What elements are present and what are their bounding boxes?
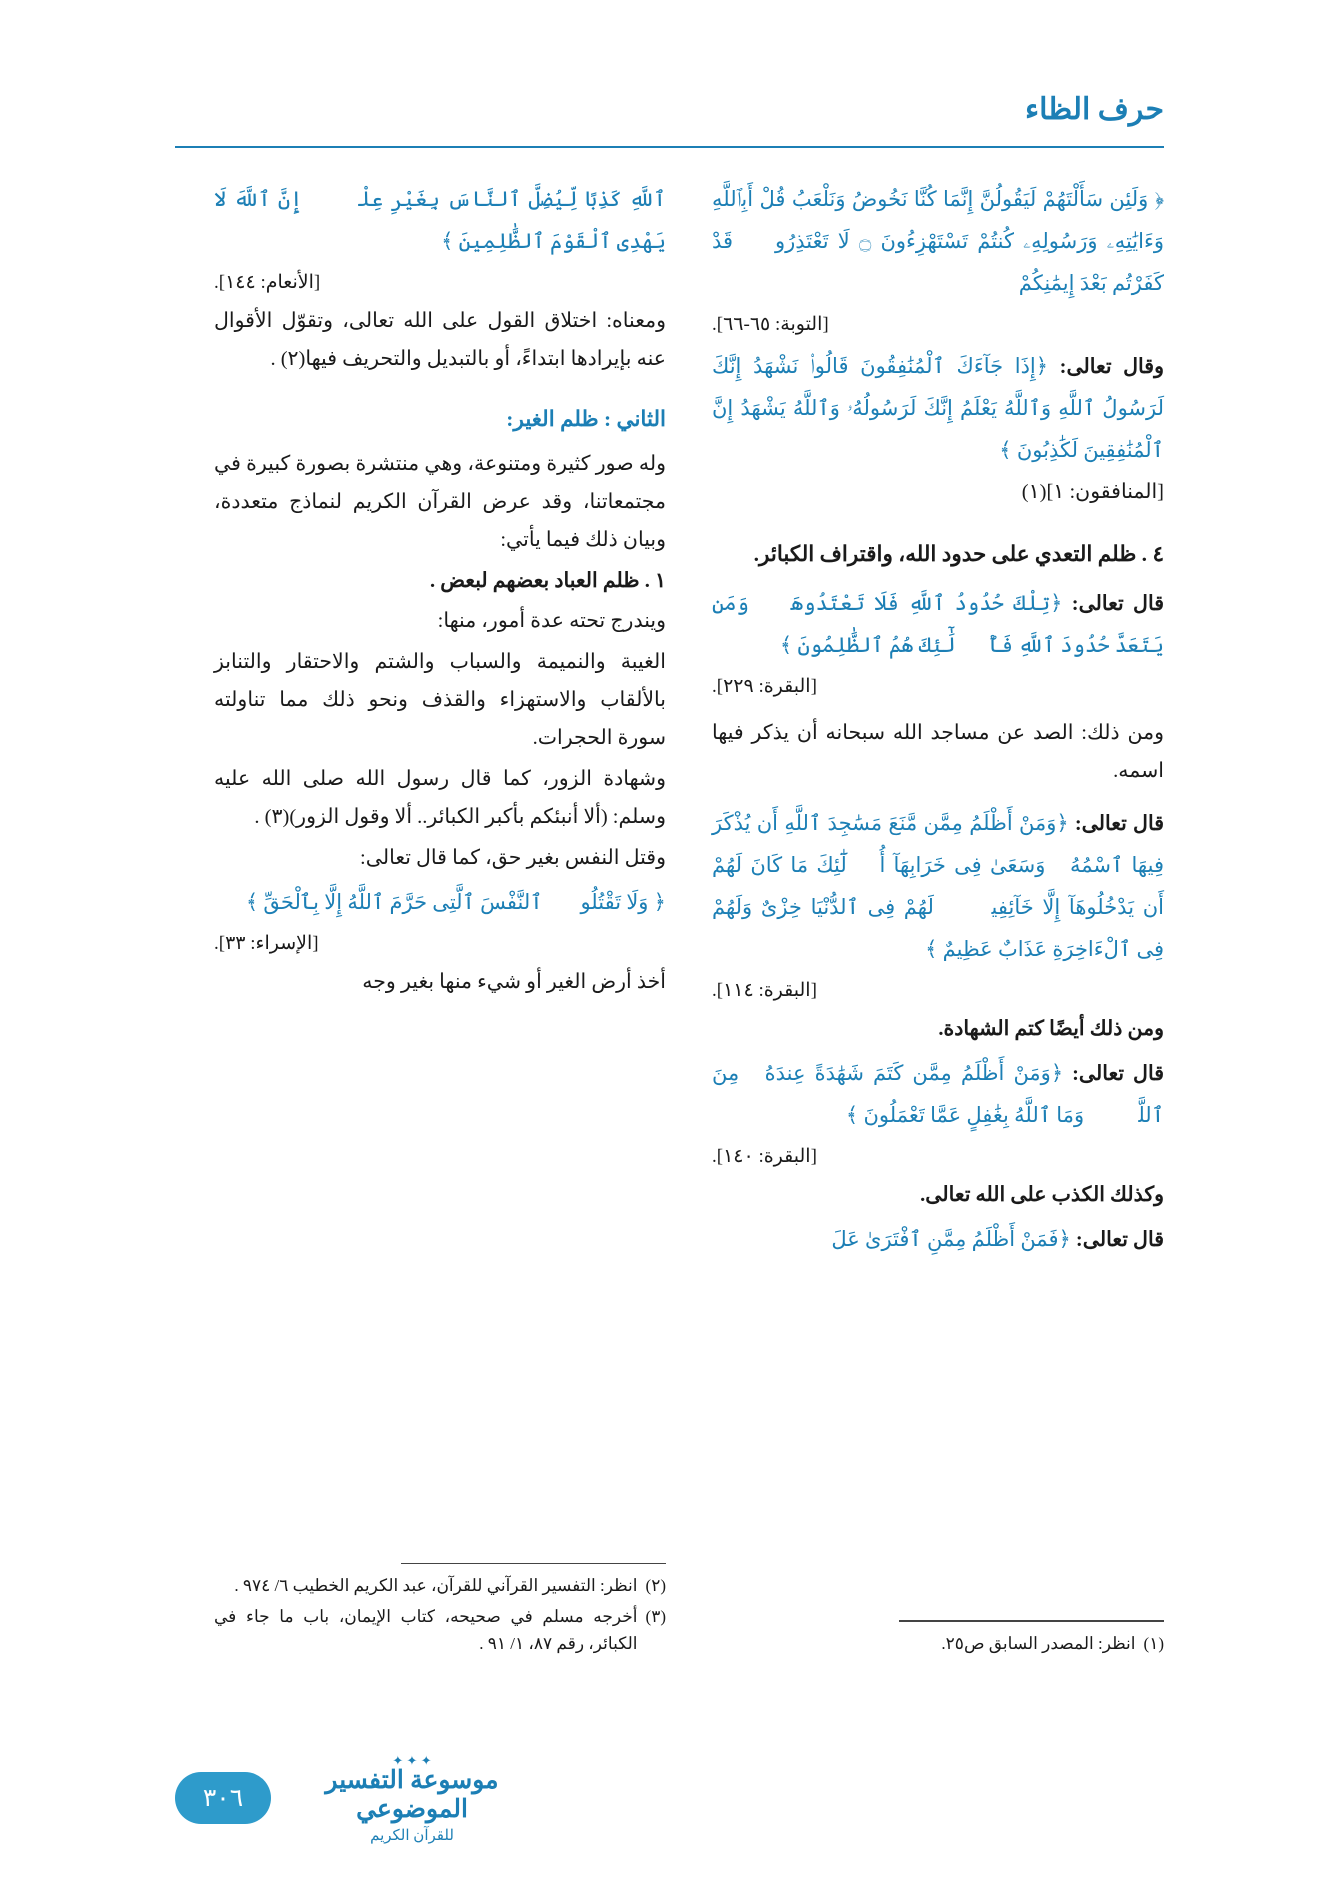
footnotes-right	[712, 1620, 1164, 1660]
footnotes-left	[214, 1563, 666, 1660]
verse-reference: [البقرة: ٢٢٩].	[712, 675, 817, 697]
body-paragraph: ومن ذلك أيضًا كتم الشهادة.	[938, 1017, 1164, 1040]
lead-in-text	[712, 345, 1164, 471]
column-left-body	[214, 178, 666, 1002]
quran-verse: ﴿وَمَنْ أَظْلَمُ مِمَّن مَّنَعَ مَسَٰجِدَ ٱللَّهِ أَن يُذْكَرَ فِيهَا ٱسْمُهُۥ وَسَعَىٰ فِى خَرَابِهَآ أُو۟لَٰٓئِكَ مَا كَانَ لَهُمْ أَن يَدْخُلُوهَآ إِلَّا خَآئِفِينَۚ لَهُمْ فِى ٱلدُّنْيَا خِزْىٌ وَلَهُمْ فِى ٱلْءَاخِرَةِ عَذَابٌ عَظِيمٌ ﴾	[712, 810, 1164, 961]
section-heading: ٤ . ظلم التعدي على حدود الله، واقتراف الكبائر.	[753, 542, 1164, 567]
header-divider	[175, 146, 1164, 148]
lead-in-text	[712, 582, 1164, 666]
quran-verse: ٱللَّهِ كَذِبًا لِّيُضِلَّ ٱلنَّاسَ بِغَيْرِ عِلْمٍۗ إِنَّ ٱللَّهَ لَا يَهْدِى ٱلْقَوْمَ ٱلظَّٰلِمِينَ ﴾	[214, 187, 666, 253]
text-columns	[175, 178, 1164, 1660]
page-footer	[175, 1738, 1164, 1844]
footnote-item	[214, 1572, 666, 1599]
verse-reference: [البقرة: ١١٤].	[712, 979, 817, 1001]
body-paragraph: وله صور كثيرة ومتنوعة، وهي منتشرة بصورة كبيرة في مجتمعاتنا، وقد عرض القرآن الكريم لنماذج متعددة، وبيان ذلك فيما يأتي:	[214, 452, 666, 551]
body-paragraph: الغيبة والنميمة والسباب والشتم والاحتقار والتنابز بالألقاب والاستهزاء والقذف ونحو ذلك مما تناولته سورة الحجرات.	[214, 651, 666, 750]
footnote-divider	[899, 1620, 1164, 1622]
quran-verse: ﴿تِلْكَ حُدُودُ ٱللَّهِ فَلَا تَعْتَدُوهَاۚ وَمَن يَتَعَدَّ حُدُودَ ٱللَّهِ فَأُو۟لَٰٓئِكَ هُمُ ٱلظَّٰلِمُونَ ﴾	[712, 590, 1164, 657]
column-right-body	[712, 178, 1164, 1260]
footnote-number: (٢)	[645, 1576, 666, 1596]
footnote-item	[214, 1603, 666, 1657]
column-right	[712, 178, 1164, 1660]
list-item-heading: ١ . ظلم العباد بعضهم لبعض .	[429, 569, 666, 592]
quran-verse: ﴿ وَلَا تَقْتُلُوا۟ ٱلنَّفْسَ ٱلَّتِى حَرَّمَ ٱللَّهُ إِلَّا بِٱلْحَقِّ ﴾	[245, 889, 666, 914]
logo-subtitle: للقرآن الكريم	[370, 1827, 454, 1844]
footnote-text: انظر: التفسير القرآني للقرآن، عبد الكريم الخطيب ٦/ ٩٧٤ .	[234, 1576, 638, 1596]
verse-reference: [التوبة: ٦٥-٦٦].	[712, 314, 829, 335]
logo-title: موسوعة التفسير الموضوعي	[325, 1767, 499, 1823]
body-paragraph: وكذلك الكذب على الله تعالى.	[920, 1183, 1164, 1206]
lead-in-text	[712, 1218, 1164, 1260]
body-paragraph: أخذ أرض الغير أو شيء منها بغير وجه	[362, 971, 666, 994]
body-paragraph: ومن ذلك: الصد عن مساجد الله سبحانه أن يذكر فيها اسمه.	[712, 721, 1164, 782]
quran-verse: ﴿وَمَنْ أَظْلَمُ مِمَّن كَتَمَ شَهَٰدَةً عِندَهُۥ مِنَ ٱللَّهِۗ وَمَا ٱللَّهُ بِغَٰفِلٍ عَمَّا تَعْمَلُونَ ﴾	[712, 1060, 1164, 1127]
footnote-number: (٣)	[645, 1606, 666, 1626]
header-title: حرف الظاء	[1024, 93, 1164, 126]
subsection-heading: الثاني : ظلم الغير:	[506, 406, 666, 431]
quran-verse: ﴿إِذَا جَآءَكَ ٱلْمُنَٰفِقُونَ قَالُوا۟ نَشْهَدُ إِنَّكَ لَرَسُولُ ٱللَّهِ وَٱللَّهُ يَعْلَمُ إِنَّكَ لَرَسُولُهُۥ وَٱللَّهُ يَشْهَدُ إِنَّ ٱلْمُنَٰفِقِينَ لَكَٰذِبُونَ ﴾	[712, 354, 1164, 463]
lead-label: قال تعالى:	[1071, 592, 1164, 615]
verse-reference: [الأنعام: ١٤٤].	[214, 272, 321, 293]
body-paragraph: وقتل النفس بغير حق، كما قال تعالى:	[360, 846, 666, 869]
lead-label: قال تعالى:	[1074, 812, 1164, 835]
verse-reference: [الإسراء: ٣٣].	[214, 932, 319, 954]
lead-in-text	[712, 1052, 1164, 1136]
footnote-number: (١)	[1143, 1633, 1164, 1653]
page-header	[175, 92, 1164, 154]
quran-verse: ﴿ وَلَئِن سَأَلْتَهُمْ لَيَقُولُنَّ إِنَّمَا كُنَّا نَخُوضُ وَنَلْعَبُ قُلْ أَبِٱللَّهِ وَءَايَٰتِهِۦ وَرَسُولِهِۦ كُنتُمْ تَسْتَهْزِءُونَ ۝ لَا تَعْتَذِرُوا۟ قَدْ كَفَرْتُم بَعْدَ إِيمَٰنِكُمْ ﴾	[712, 187, 1164, 295]
body-paragraph: ويندرج تحته عدة أمور، منها:	[437, 610, 666, 633]
lead-label: قال تعالى:	[1072, 1062, 1164, 1085]
quran-verse: ﴿فَمَنْ أَظْلَمُ مِمَّنِ ٱفْتَرَىٰ عَلَ	[831, 1226, 1071, 1251]
publisher-logo	[287, 1753, 537, 1844]
body-paragraph: ومعناه: اختلاق القول على الله تعالى، وتقوّل الأقوال عنه بإيرادها ابتداءً، أو بالتبديل والتحريف فيها(٢) .	[214, 310, 666, 371]
lead-label: وقال تعالى:	[1059, 356, 1165, 379]
footnote-item	[712, 1630, 1164, 1657]
verse-reference: [البقرة: ١٤٠].	[712, 1145, 817, 1167]
page-number-badge: ٣٠٦	[175, 1772, 271, 1824]
lead-label: قال تعالى:	[1075, 1228, 1164, 1251]
footnote-text: أخرجه مسلم في صحيحه، كتاب الإيمان، باب ما جاء في الكبائر، رقم ٨٧، ١/ ٩١ .	[214, 1606, 638, 1653]
ornament-icon: ✦ ✦ ✦	[392, 1753, 432, 1768]
footnote-divider	[401, 1563, 666, 1565]
column-left	[214, 178, 666, 1660]
body-paragraph: وشهادة الزور، كما قال رسول الله صلى الله عليه وسلم: (ألا أنبئكم بأكبر الكبائر.. ألا وقول الزور)(٣) .	[214, 768, 666, 829]
verse-reference: [المنافقون: ١](١)	[1021, 481, 1164, 504]
lead-in-text	[712, 802, 1164, 970]
footnote-text: انظر: المصدر السابق ص٢٥.	[941, 1633, 1136, 1653]
